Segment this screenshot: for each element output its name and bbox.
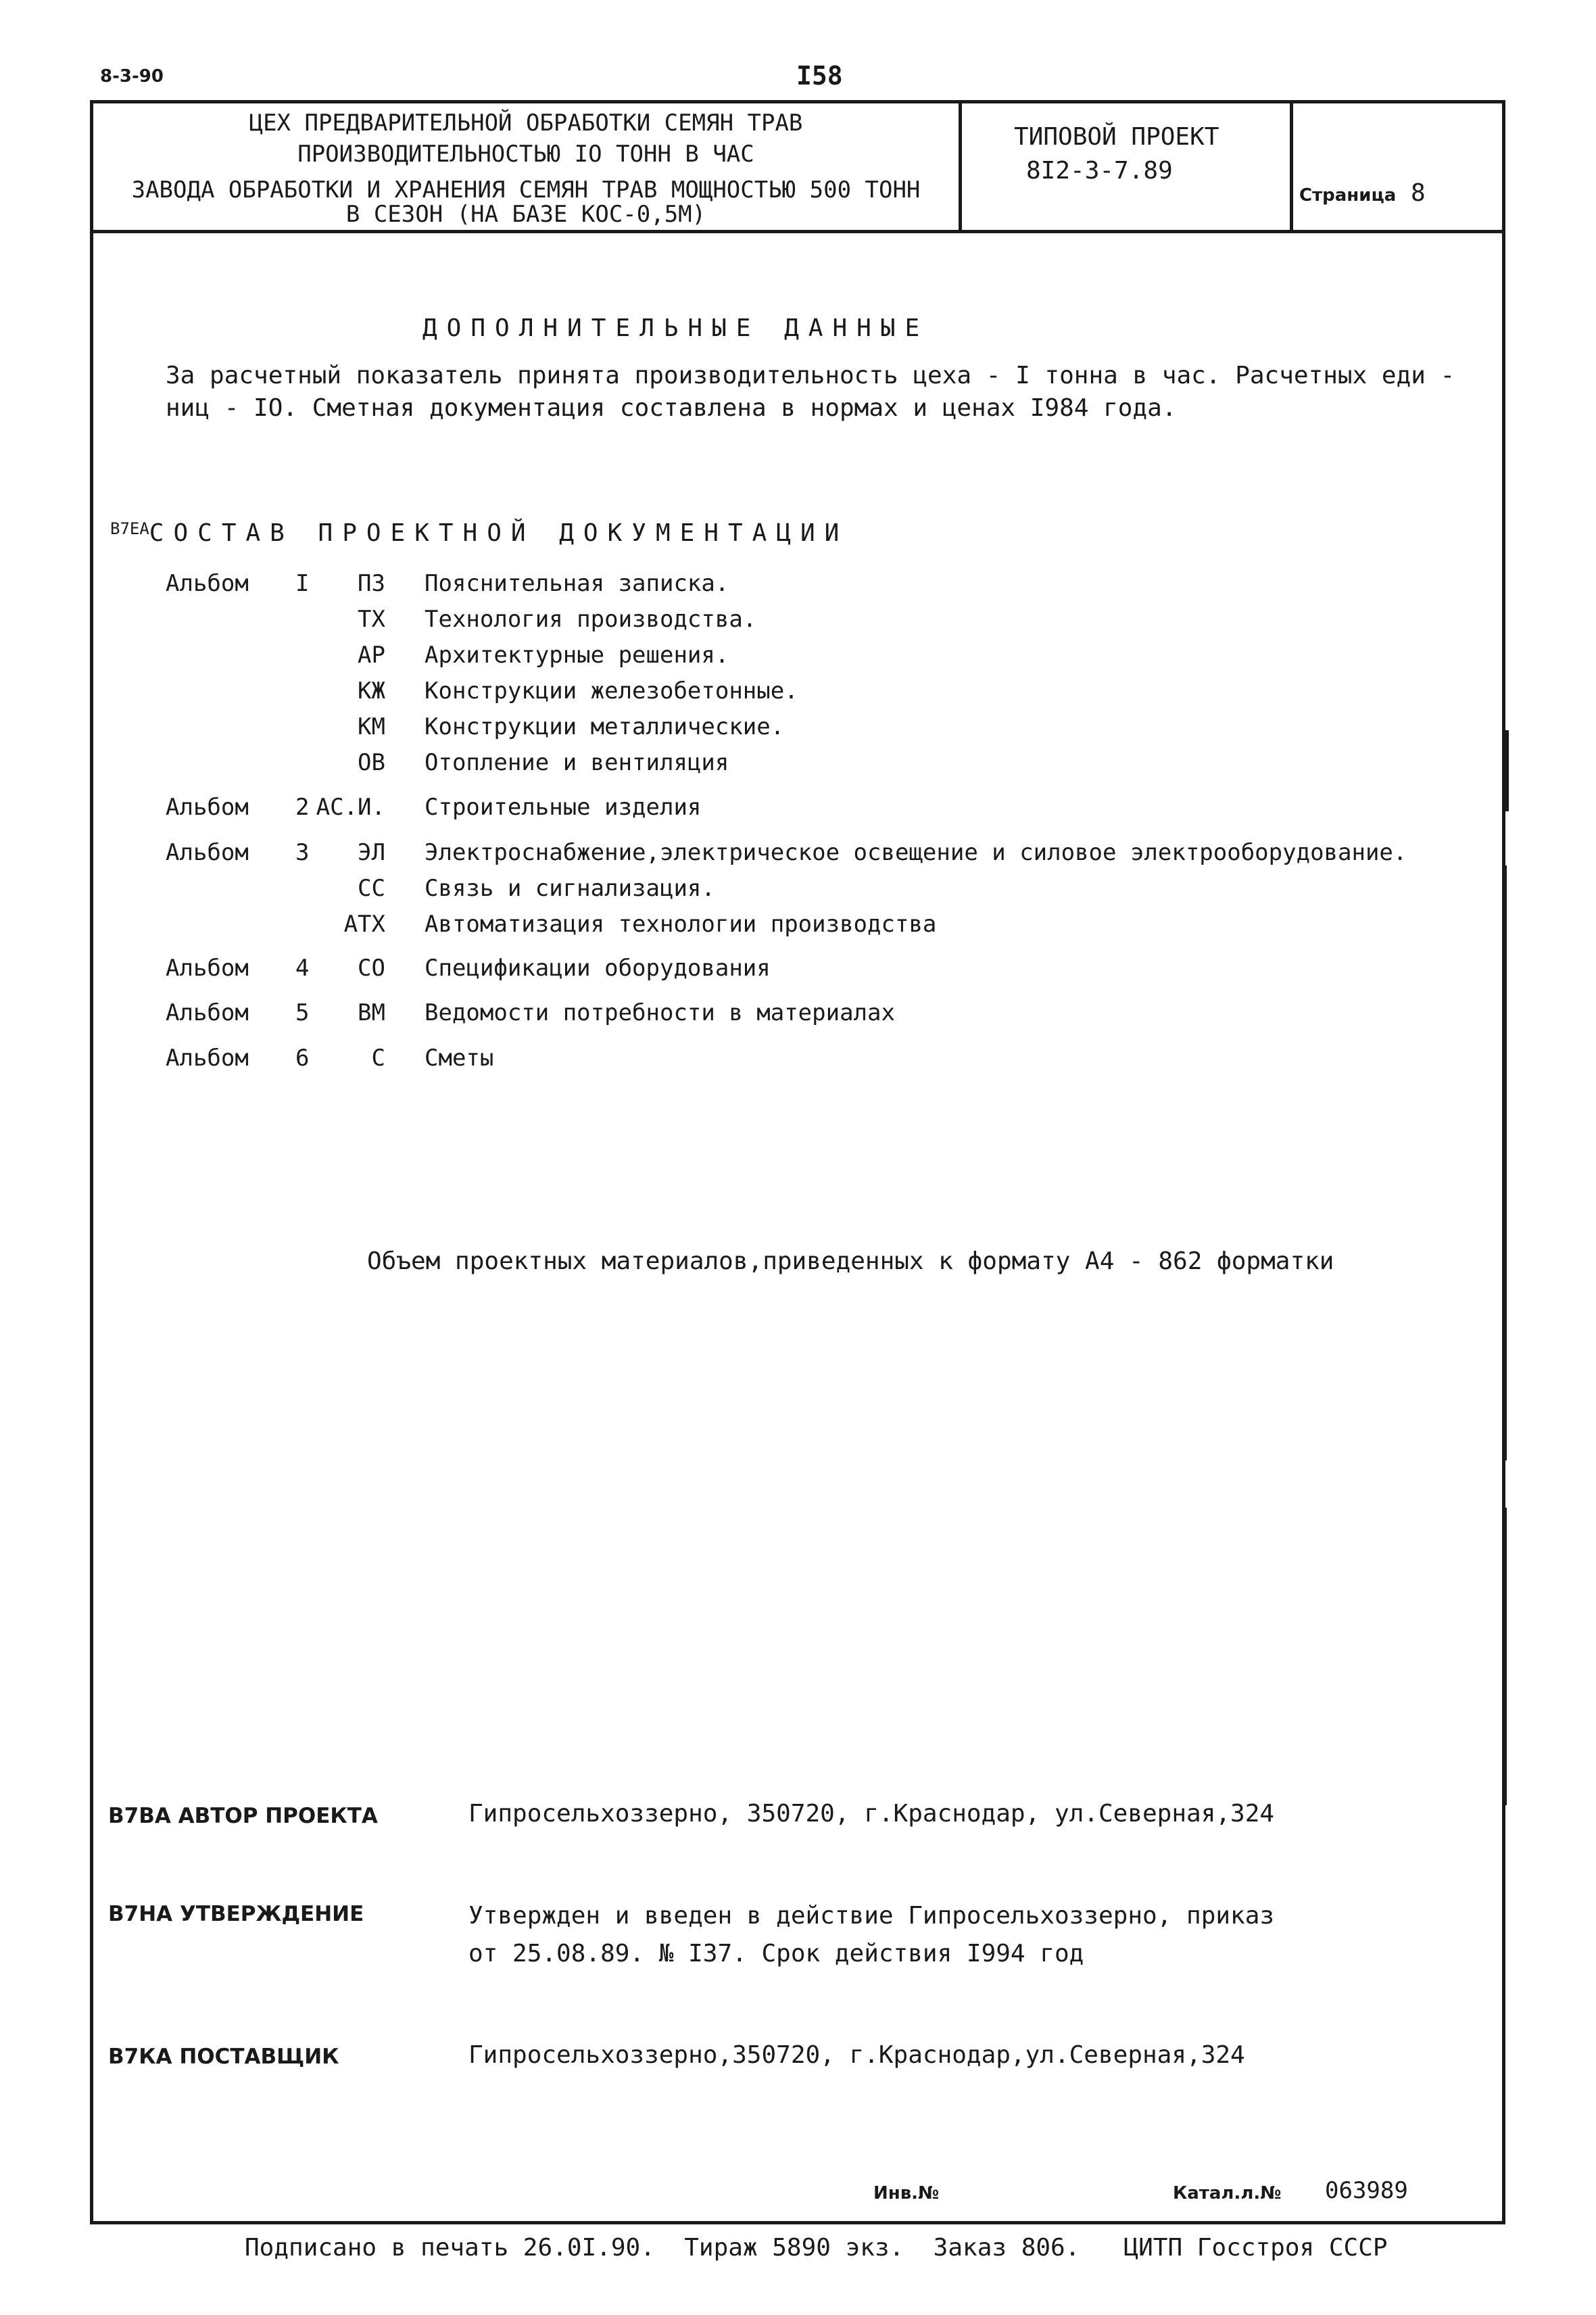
section-description: Ведомости потребности в материалах — [425, 999, 895, 1026]
section-code: АР — [358, 642, 385, 669]
album-label: Альбом — [166, 955, 249, 982]
additional-line-1: За расчетный показатель принята производительность цеха - I тонна в час. Расчетных еди - — [166, 362, 1455, 389]
section-description: Строительные изделия — [425, 794, 702, 821]
album-label: Альбом — [166, 794, 249, 821]
section-code: СС — [358, 875, 385, 902]
inventory-label: Инв.№ — [873, 2183, 940, 2203]
section-description: Архитектурные решения. — [425, 642, 729, 669]
composition-row — [0, 749, 1596, 782]
supplier-label: В7КА ПОСТАВЩИК — [108, 2045, 339, 2069]
section-code: АТХ — [343, 911, 385, 938]
imprint: Подписано в печать 26.0I.90. Тираж 5890 экз. Заказ 806. ЦИТП Госстроя СССР — [245, 2234, 1388, 2262]
album-number: 2 — [295, 794, 310, 821]
composition-heading-row — [110, 519, 848, 547]
composition-row — [0, 606, 1596, 638]
composition-row — [0, 999, 1596, 1032]
section-code: ЭЛ — [358, 839, 385, 866]
page-value: 8 — [1410, 179, 1426, 207]
section-code: ОВ — [358, 749, 385, 776]
doc-code: 8-3-90 — [100, 66, 164, 87]
section-code: С — [371, 1045, 385, 1072]
header-title-line-4: В СЕЗОН (НА БАЗЕ КОС-0,5М) — [345, 201, 706, 228]
page-indicator — [1299, 179, 1426, 207]
section-description: Сметы — [425, 1045, 494, 1072]
project-number: 8I2-3-7.89 — [1026, 157, 1173, 185]
section-description: Автоматизация технологии производства — [425, 911, 937, 938]
header-title-line-2: ПРОИЗВОДИТЕЛЬНОСТЬЮ IO ТОНН В ЧАС — [297, 141, 754, 168]
catalog-value: 063989 — [1325, 2177, 1408, 2204]
composition-row — [0, 794, 1596, 826]
composition-row — [0, 875, 1596, 907]
composition-code: В7ЕА — [110, 519, 149, 538]
header-divider-vertical-1 — [959, 100, 962, 231]
composition-row — [0, 911, 1596, 943]
section-code: ВМ — [358, 999, 385, 1026]
author-text: Гипросельхоззерно, 350720, г.Краснодар, ул.Северная,324 — [468, 1800, 1275, 1828]
section-code: СО — [358, 955, 385, 982]
section-description: Пояснительная записка. — [425, 570, 729, 597]
section-code: КЖ — [358, 677, 385, 705]
album-number: 3 — [295, 839, 310, 866]
additional-line-2: ниц - IO. Сметная документация составлена в нормах и ценах I984 года. — [166, 394, 1177, 422]
section-description: Конструкции металлические. — [425, 713, 785, 740]
header-divider-vertical-2 — [1290, 100, 1293, 231]
approval-label: В7НА УТВЕРЖДЕНИЕ — [108, 1902, 364, 1926]
album-label: Альбом — [166, 570, 249, 597]
album-number: 4 — [295, 955, 310, 982]
album-label: Альбом — [166, 839, 249, 866]
author-label: В7ВА АВТОР ПРОЕКТА — [108, 1804, 378, 1828]
section-code: ТХ — [358, 606, 385, 633]
section-description: Отопление и вентиляция — [425, 749, 729, 776]
section-description: Связь и сигнализация. — [425, 875, 715, 902]
album-label: Альбом — [166, 999, 249, 1026]
composition-row — [0, 677, 1596, 710]
scan-mark-3 — [1503, 1508, 1507, 1805]
composition-row — [0, 642, 1596, 674]
section-code: КМ — [358, 713, 385, 740]
album-number: 6 — [295, 1045, 310, 1072]
section-description: Электроснабжение,электрическое освещение и силовое электрооборудование. — [425, 839, 1407, 866]
section-description: Конструкции железобетонные. — [425, 677, 798, 705]
album-label: Альбом — [166, 1045, 249, 1072]
supplier-text: Гипросельхоззерно,350720, г.Краснодар,ул.Северная,324 — [468, 2041, 1245, 2069]
section-code: АС.И. — [316, 794, 385, 821]
composition-row — [0, 570, 1596, 602]
volume-text: Объем проектных материалов,приведенных к формату А4 - 862 форматки — [367, 1247, 1334, 1275]
additional-heading: ДОПОЛНИТЕЛЬНЫЕ ДАННЫЕ — [422, 314, 929, 342]
composition-heading: СОСТАВ ПРОЕКТНОЙ ДОКУМЕНТАЦИИ — [149, 519, 849, 547]
album-number: I — [295, 570, 310, 597]
scan-mark-2 — [1503, 865, 1507, 1460]
section-description: Технология производства. — [425, 606, 757, 633]
album-number: 5 — [295, 999, 310, 1026]
section-code: ПЗ — [358, 570, 385, 597]
project-type: ТИПОВОЙ ПРОЕКТ — [1014, 123, 1219, 151]
approval-line-2: от 25.08.89. № I37. Срок действия I994 год — [468, 1940, 1084, 1967]
section-description: Спецификации оборудования — [425, 955, 771, 982]
scan-mark-1 — [1505, 730, 1509, 811]
composition-row — [0, 1045, 1596, 1077]
page-label: Страница — [1299, 185, 1397, 206]
header-title-line-3: ЗАВОДА ОБРАБОТКИ И ХРАНЕНИЯ СЕМЯН ТРАВ МОЩНОСТЬЮ 500 ТОНН — [131, 176, 921, 204]
composition-row — [0, 713, 1596, 746]
composition-row — [0, 955, 1596, 987]
composition-row — [0, 839, 1596, 872]
approval-line-1: Утвержден и введен в действие Гипросельхоззерно, приказ — [468, 1902, 1275, 1930]
catalog-label: Катал.л.№ — [1173, 2183, 1282, 2203]
header-title-line-1: ЦЕХ ПРЕДВАРИТЕЛЬНОЙ ОБРАБОТКИ СЕМЯН ТРАВ — [249, 110, 803, 137]
page-number: I58 — [796, 61, 843, 91]
